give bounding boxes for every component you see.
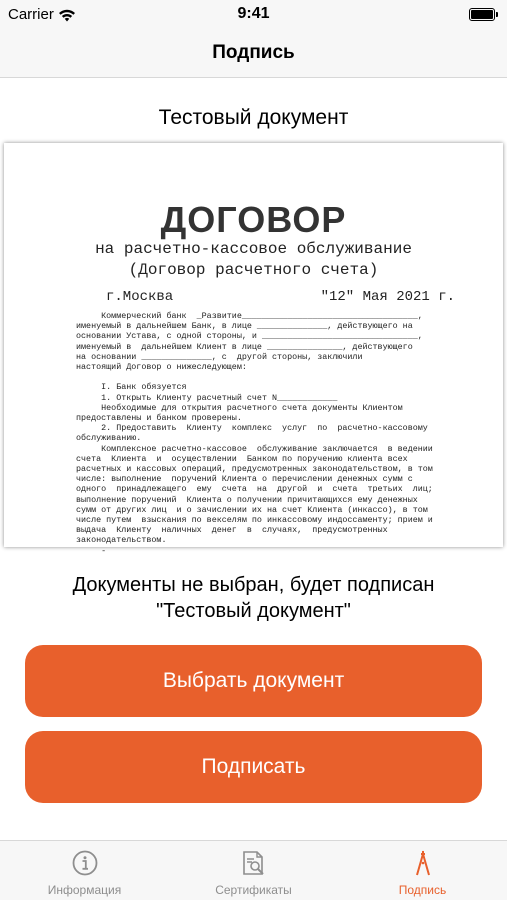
- document-preview[interactable]: [4, 143, 503, 556]
- page-title: Подпись: [212, 42, 295, 63]
- document-city: г.Москва: [106, 289, 174, 305]
- document-body-line: сумм от других лиц и о зачислении их на счет Клиента (инкассо), в том: [76, 504, 428, 515]
- document-body-line: Необходимые для открытия расчетного счета документы Клиентом: [76, 402, 403, 413]
- status-bar: [0, 0, 507, 30]
- carrier-name: Carrier: [8, 6, 54, 23]
- tab-bar: [0, 840, 507, 900]
- document-body-line: обслуживанию.: [76, 433, 142, 444]
- document-subtitle-secondary: (Договор расчетного счета): [128, 261, 379, 279]
- document-body-line: счета Клиента и осуществлении Банком по поручению клиента всех: [76, 453, 408, 464]
- document-body-line: Коммерческий банк _Развитие___________________________________,: [76, 311, 423, 321]
- document-body-line: I. Банк обязуется: [76, 382, 187, 393]
- battery-icon: [469, 8, 495, 21]
- document-body-line: одного принадлежащего ему счета на другой и счета третьих лиц;: [76, 484, 433, 495]
- navigation-bar: [0, 30, 507, 78]
- document-body-line: именуемый в дальнейшем Клиент в лице _______________, действующего: [76, 341, 413, 352]
- tab-label: Подпись: [398, 883, 447, 897]
- document-title: Тестовый документ: [158, 106, 349, 129]
- tab-information[interactable]: [0, 841, 169, 901]
- document-body-line: на основании ______________, с другой стороны, заключили: [76, 351, 363, 362]
- document-body-line: настоящий Договор о нижеследующем:: [76, 362, 247, 373]
- hint-line: Документы не выбран, будет подписан: [72, 574, 435, 596]
- sign-button[interactable]: Подписать: [25, 731, 482, 803]
- document-body-line: [76, 372, 456, 382]
- hint-document-name: "Тестовый документ": [156, 600, 351, 622]
- tab-label: Сертификаты: [215, 883, 292, 897]
- document-body-line: -: [76, 545, 107, 556]
- document-body-line: выдача Клиенту наличных денег в случаях, предусмотренных: [76, 525, 388, 536]
- document-heading: ДОГОВОР: [160, 199, 347, 240]
- tab-signature[interactable]: [338, 841, 507, 901]
- document-body-line: предоставлены и банком проверены.: [76, 413, 242, 424]
- document-body-line: числе: выполнение поручений Клиента о перечислении денежных сумм с: [76, 474, 413, 485]
- document-body-line: 2. Предоставить Клиенту комплекс услуг по расчетно-кассовому: [76, 423, 428, 434]
- select-document-button[interactable]: Выбрать документ: [25, 645, 482, 717]
- document-body-line: выполнение поручений Клиента о получении причитающихся ему денежных: [76, 494, 418, 505]
- document-body: [76, 311, 456, 556]
- document-body-line: расчетных и кассовых операций, предусмотренных законодательством, в том: [76, 464, 433, 475]
- document-body-line: 1. Открыть Клиенту расчетный счет N____________: [76, 392, 338, 403]
- certificate-icon: [241, 850, 267, 876]
- info-icon: [72, 850, 98, 876]
- tab-certificates[interactable]: [169, 841, 338, 901]
- document-body-line: числе путем взыскания по векселям по инкассовому индоссаменту; прием и: [76, 515, 433, 526]
- document-body-line: именуемый в дальнейшем Банк, в лице ______________, действующего на: [76, 321, 413, 332]
- tab-label: Информация: [47, 883, 122, 897]
- pen-icon: [410, 850, 436, 876]
- selection-hint: [0, 572, 507, 624]
- document-subtitle: на расчетно-кассовое обслуживание: [95, 240, 412, 258]
- document-body-line: основании Устава, с одной стороны, и _______________________________,: [76, 331, 423, 342]
- document-date: "12" Мая 2021 г.: [320, 289, 455, 305]
- document-body-line: Комплексное расчетно-кассовое обслуживание заключается в ведении: [76, 443, 433, 454]
- document-body-line: законодательством.: [76, 535, 167, 546]
- status-time: 9:41: [237, 5, 270, 22]
